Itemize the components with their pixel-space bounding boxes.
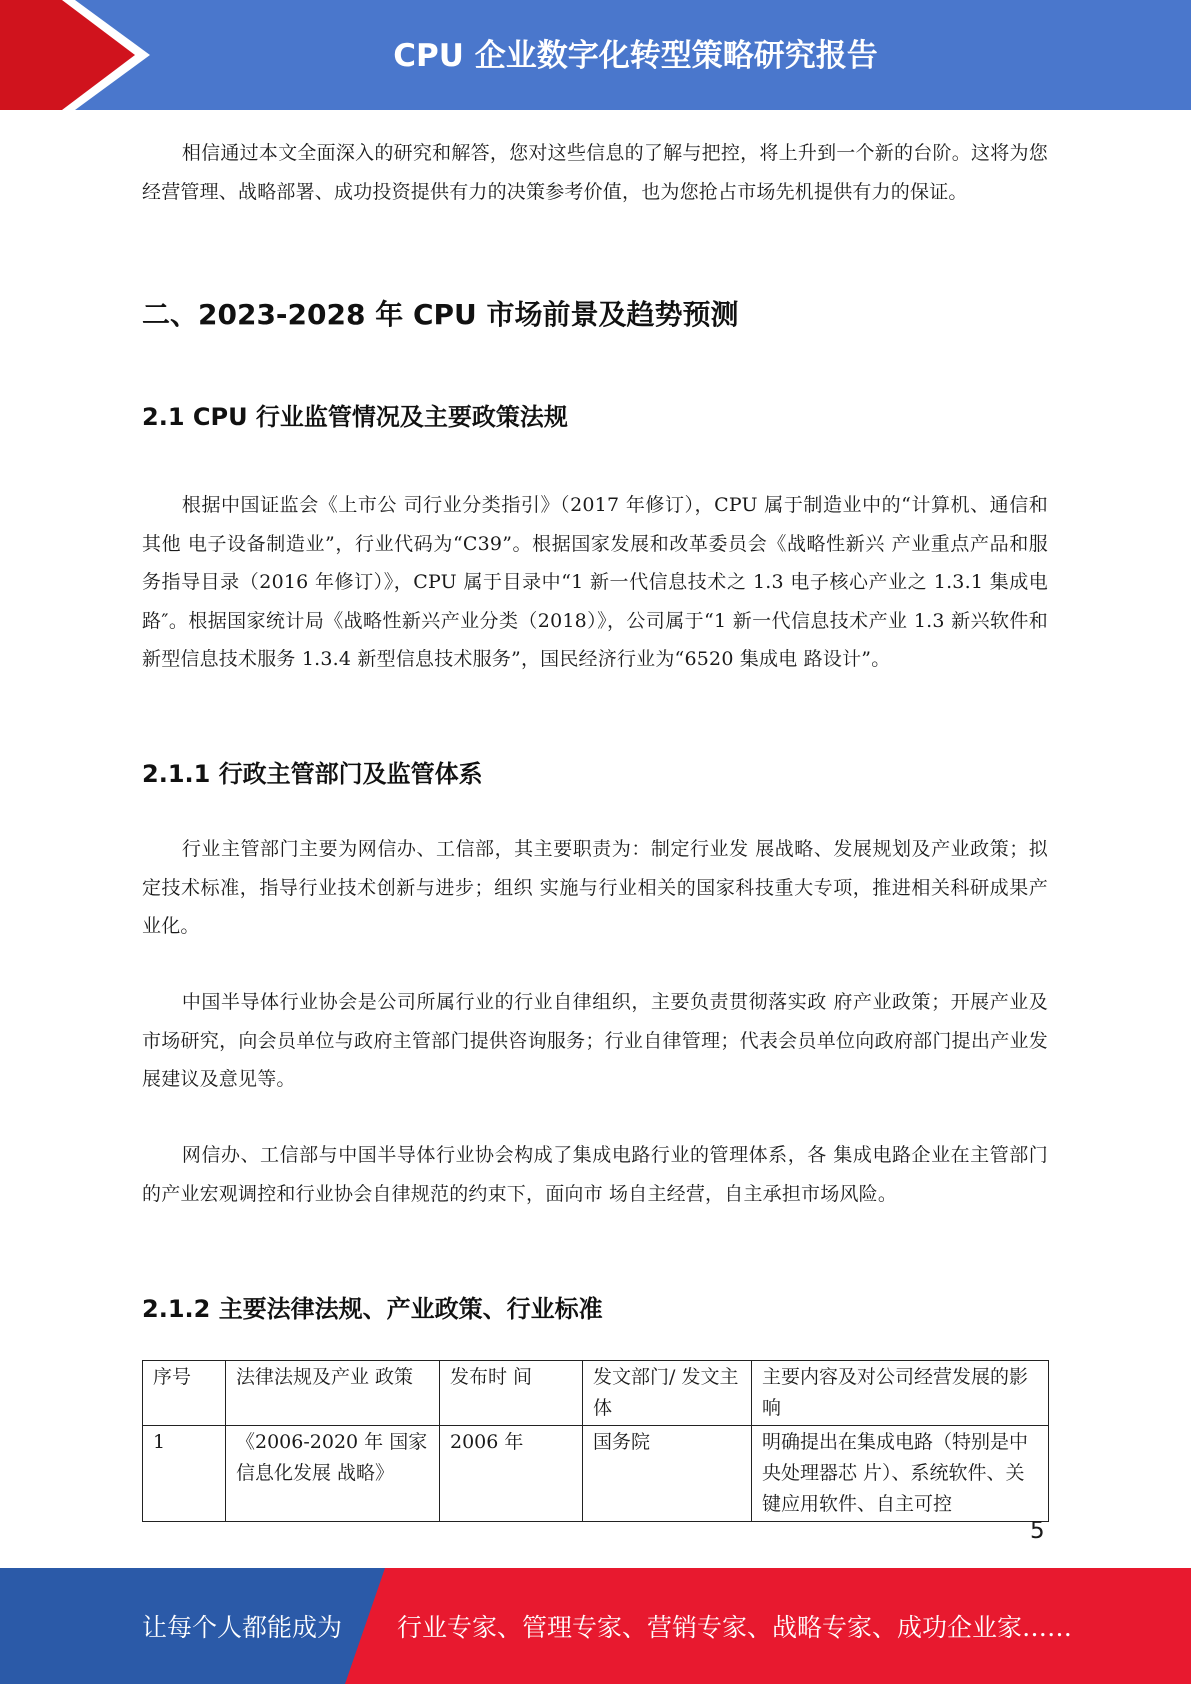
subsection-heading-2-1-1: 2.1.1 行政主管部门及监管体系 [142,760,483,788]
table-header-cell: 发文部门/ 发文主体 [583,1361,752,1426]
page-header [0,0,1191,110]
page-number: 5 [1030,1518,1045,1544]
intro-paragraph: 相信通过本文全面深入的研究和解答，您对这些信息的了解与把控，将上升到一个新的台阶。这将为您经营管理、战略部署、成功投资提供有力的决策参考价值，也为您抢占市场先机提供有力的保证。 [142,142,1048,203]
table-header-cell: 主要内容及对公司经营发展的影响 [752,1361,1049,1426]
paragraph-2-1: 根据中国证监会《上市公 司行业分类指引》（2017 年修订），CPU 属于制造业中的“计算机、通信和其他 电子设备制造业”，行业代码为“C39”。根据国家发展和改革委员会《战略性新兴 产业重点产品和服务指导目录（2016 年修订）》，CPU 属于目录中“1 新一代信息技术之 1.3 电子核心产业之 1.3.1 集成电路″。根据国家统计局《战略性新兴产业分类（2018）》，公司属于“1 新一代信息技术产业 1.3 新兴软件和 新型信息技术服务 1.3.4 新型信息技术服务”，国民经济行业为“6520 集成电 路设计”。 [142,494,1048,670]
footer-slogan-right: 行业专家、管理专家、营销专家、战略专家、成功企业家…… [397,1613,1073,1642]
paragraph-2-1-1-b: 中国半导体行业协会是公司所属行业的行业自律组织，主要负责贯彻落实政 府产业政策；开展产业及市场研究，向会员单位与政府主管部门提供咨询服务；行业自律管理；代表会员单位向政府部门提出产业发展建议及意见等。 [142,991,1048,1090]
footer-slogan-left: 让每个人都能成为 [142,1613,343,1642]
regulations-table [142,1360,1049,1522]
subsection-heading-2-1: 2.1 CPU 行业监管情况及主要政策法规 [142,403,568,431]
table-cell: 明确提出在集成电路（特别是中央处理器芯 片）、系统软件、关键应用软件、自主可控 [752,1426,1049,1522]
table-cell: 《2006-2020 年 国家信息化发展 战略》 [226,1426,440,1522]
subsection-heading-2-1-2: 2.1.2 主要法律法规、产业政策、行业标准 [142,1295,603,1323]
paragraph-2-1-1-a: 行业主管部门主要为网信办、工信部，其主要职责为：制定行业发 展战略、发展规划及产业政策；拟定技术标准，指导行业技术创新与进步；组织 实施与行业相关的国家科技重大专项，推进相关科研成果产业化。 [142,838,1048,937]
table-cell: 1 [143,1426,226,1522]
table-header-cell: 发布时 间 [440,1361,583,1426]
table-cell: 2006 年 [440,1426,583,1522]
table-header-cell: 序号 [143,1361,226,1426]
table-row [143,1426,1049,1522]
paragraph-2-1-1-c: 网信办、工信部与中国半导体行业协会构成了集成电路行业的管理体系，各 集成电路企业在主管部门的产业宏观调控和行业协会自律规范的约束下，面向市 场自主经营，自主承担市场风险。 [142,1144,1048,1205]
table-header-cell: 法律法规及产业 政策 [226,1361,440,1426]
section-heading: 二、2023-2028 年 CPU 市场前景及趋势预测 [142,298,739,331]
table-header-row [143,1361,1049,1426]
report-title: CPU 企业数字化转型策略研究报告 [393,37,878,74]
table-cell: 国务院 [583,1426,752,1522]
page-footer [0,1568,1191,1684]
